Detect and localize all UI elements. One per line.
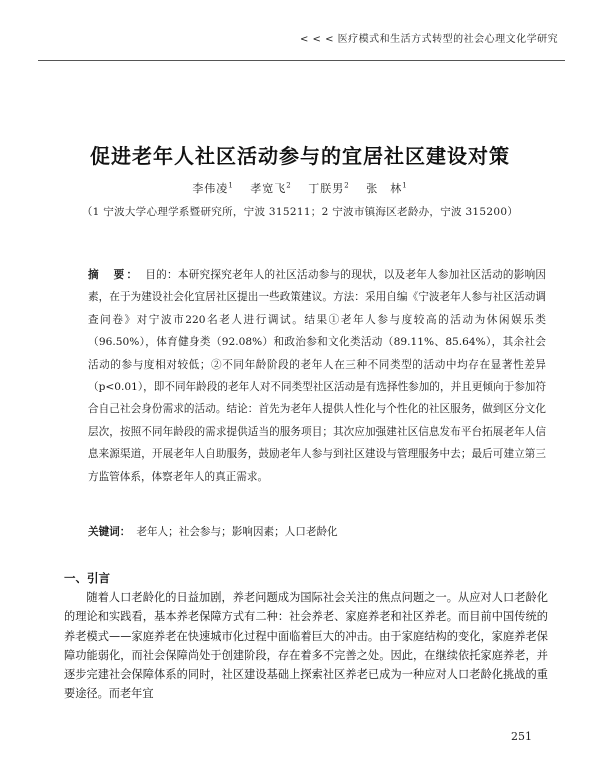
- author-name: 丁朕男: [308, 182, 345, 195]
- author: [308, 182, 349, 195]
- section-heading: 一、引言: [64, 571, 110, 585]
- author: [250, 182, 291, 195]
- author-name: 李伟凌: [192, 182, 229, 195]
- author: [366, 182, 407, 195]
- page-number: 251: [511, 730, 532, 743]
- author-affiliation-mark: 1: [402, 181, 408, 190]
- author: [192, 182, 233, 195]
- author-affiliation-mark: 2: [286, 181, 292, 190]
- abstract-label: 摘 要：: [88, 269, 140, 281]
- body-paragraph: 随着人口老龄化的日益加剧，养老问题成为国际社会关注的焦点问题之一。从应对人口老龄化的理论和实践看，基本养老保障方式有二种：社会养老、家庭养老和社区养老。而目前中国传统的养老模式——家庭养老在快速城市化过程中面临着巨大的冲击。由于家庭结构的变化，家庭养老保障功能弱化，而社会保障尚处于创建阶段，存在着多不完善之处。因此，在继续依托家庭养老，并逐步完建社会保障体系的同时，社区建设基础上探索社区养老已成为一种应对人口老龄化挑战的重要途径。而老年宜: [64, 591, 548, 701]
- running-header: < < < 医疗模式和生活方式转型的社会心理文化学研究: [300, 34, 559, 45]
- keywords-text: 老年人；社会参与；影响因素；人口老龄化: [136, 526, 338, 538]
- author-name: 张 林: [366, 182, 403, 195]
- author-affiliation-mark: 1: [228, 181, 234, 190]
- affiliation: （1 宁波大学心理学系暨研究所，宁波 315211；2 宁波市镇海区老龄办，宁波 315200）: [81, 206, 519, 218]
- author-list: [0, 180, 600, 196]
- author-name: 孝宽飞: [250, 182, 287, 195]
- author-affiliation-mark: 2: [344, 181, 350, 190]
- keywords: [88, 524, 546, 539]
- abstract: [88, 264, 546, 488]
- paper-title: 促进老年人社区活动参与的宜居社区建设对策: [90, 144, 510, 168]
- abstract-text: 目的：本研究探究老年人的社区活动参与的现状，以及老年人参加社区活动的影响因素，在于为建设社会化宜居社区提出一些政策建议。方法：采用自编《宁波老年人参与社区活动调查问卷》对宁波市220名老人进行调试。结果①老年人参与度较高的活动为休闲娱乐类（96.50%），体育健身类（92.08%）和政治参和文化类活动（89.11%、85.64%），其余社会活动的参与度相对较低；②不同年龄阶段的老年人在三种不同类型的活动中均存在显著性差异（p<0.01），即不同年龄段的老年人对不同类型社区活动是有选择性参加的，并且更倾向于参加符合自己社会身份需求的活动。结论：首先为老年人提供人性化与个性化的社区服务，做到区分文化层次，按照不同年龄段的需求提供适当的服务项目；其次应加强建社区信息发布平台拓展老年人信息来源渠道，开展老年人自助服务，鼓励老年人参与到社区建设与管理服务中去；最后可建立第三方监管体系，体察老年人的真正需求。: [88, 269, 546, 483]
- keywords-label: 关键词：: [88, 526, 131, 538]
- header-rule: [38, 60, 565, 61]
